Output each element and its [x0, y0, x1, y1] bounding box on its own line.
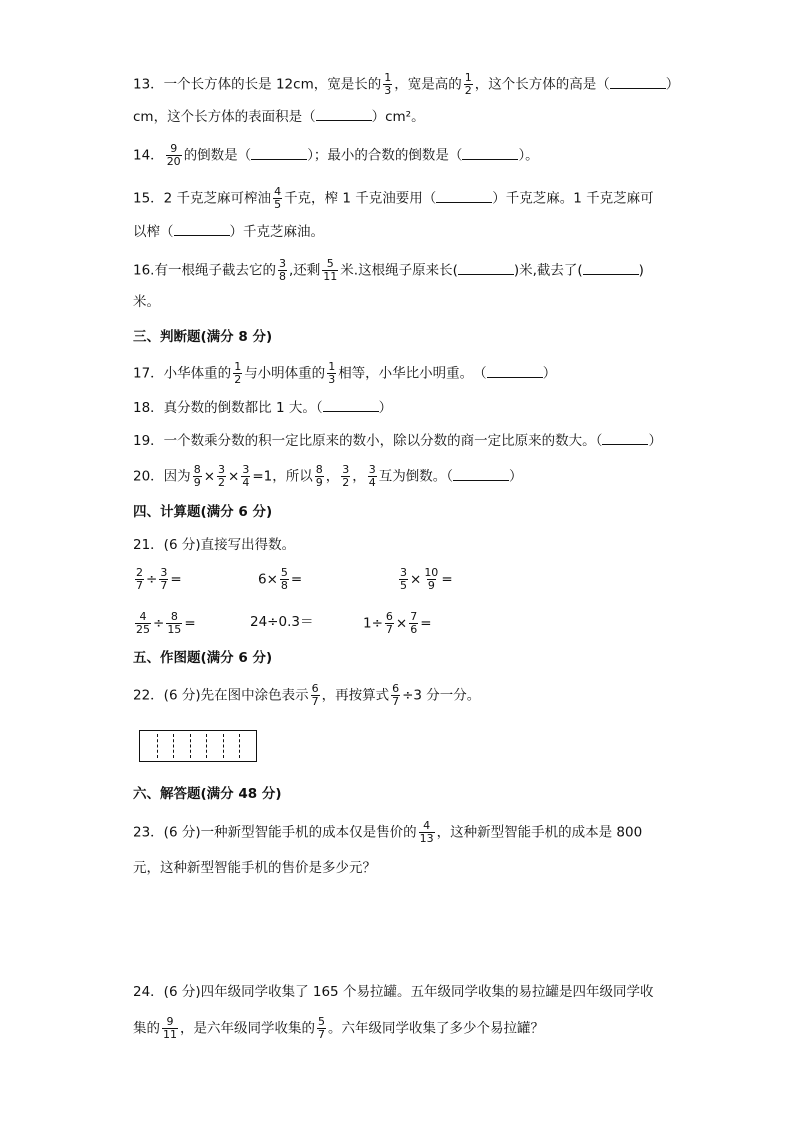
q15-text-c: ）千克芝麻。1 千克芝麻可 — [492, 190, 654, 207]
q17-text-c: 相等，小华比小明重。 （ — [338, 365, 487, 382]
q24-text-c: 。六年级同学收集了多少个易拉罐？ — [328, 1020, 544, 1037]
divider-line — [239, 734, 240, 758]
q23-line2: 元，这种新型智能手机的售价是多少元？ — [133, 860, 376, 876]
q19-text-b: ） — [648, 433, 662, 449]
fraction: $\frac{4}{5}$ — [274, 185, 282, 211]
calc-expr-6: 1÷ $\frac{6}{7}$ × $\frac{7}{6}$ = — [363, 610, 432, 636]
q16-text-d: )米,截去了( — [513, 262, 583, 279]
q16-text-e: ) — [638, 262, 644, 279]
q16-line2: 米。 — [133, 294, 160, 310]
answer-blank[interactable] — [323, 399, 379, 412]
op: × — [395, 615, 408, 632]
q14-text-a: 的倒数是（ — [183, 147, 252, 164]
fraction: $\frac{3}{4}$ — [368, 463, 376, 489]
q18-text-a: 18．真分数的倒数都比 1 大。（ — [133, 400, 323, 416]
answer-blank[interactable] — [453, 468, 509, 481]
answer-blank[interactable] — [316, 108, 372, 121]
q19-text-a: 19．一个数乘分数的积一定比原来的数小，除以分数的商一定比原来的数大。（ — [133, 433, 603, 449]
fraction: $\frac{3}{8}$ — [278, 257, 286, 283]
q15-text-a: 15．2 千克芝麻可榨油 — [133, 190, 272, 207]
equals: = — [420, 615, 432, 632]
shading-rectangle[interactable] — [139, 730, 257, 762]
q13-text-c: ，这个长方体的高是（ — [474, 76, 610, 93]
q13-line1 — [133, 72, 679, 97]
fraction: $\frac{6}{7}$ — [392, 682, 400, 708]
q20-text-d: 互为倒数。（ — [378, 468, 453, 485]
q17-text-b: 与小明体重的 — [244, 365, 326, 382]
fraction: $\frac{1}{2}$ — [464, 71, 472, 97]
fraction: $\frac{9}{20}$ — [166, 142, 181, 168]
q14-text-c: ）。 — [518, 147, 539, 164]
fraction: $\frac{1}{3}$ — [328, 360, 336, 386]
q21-title: 21．(6 分)直接写出得数。 — [133, 537, 296, 553]
q18-line — [133, 398, 392, 418]
q17-text-d: ） — [542, 365, 557, 382]
q13-text: 13．一个长方体的长是 12cm，宽是长的 — [133, 76, 382, 93]
fraction: $\frac{1}{3}$ — [384, 71, 392, 97]
fraction: $\frac{3}{2}$ — [218, 463, 225, 489]
fraction: $\frac{4}{13}$ — [419, 819, 434, 845]
section-3-title: 三、判断题(满分 8 分) — [133, 329, 273, 345]
divider-line — [206, 734, 207, 758]
answer-blank[interactable] — [458, 262, 514, 275]
calc-expr-5: 24÷0.3＝ — [250, 614, 314, 630]
q23-line1 — [133, 820, 642, 845]
times-sign: × — [228, 468, 240, 485]
answer-blank[interactable] — [583, 262, 639, 275]
q13-text-d: ） — [665, 76, 680, 93]
q15-line2 — [133, 222, 324, 242]
answer-blank[interactable] — [251, 147, 307, 160]
divider-line — [157, 734, 158, 758]
fraction: $\frac{9}{11}$ — [163, 1015, 177, 1041]
fraction: $\frac{5}{11}$ — [323, 257, 338, 283]
q13-line2a: cm，这个长方体的表面积是（ — [133, 109, 316, 125]
calc-expr-2: 6× $\frac{5}{8}$ = — [258, 566, 303, 592]
section-6-title: 六、解答题(满分 48 分) — [133, 786, 282, 802]
divider-line — [190, 734, 191, 758]
q13-line2b: ）cm²。 — [371, 109, 425, 125]
q15-line1 — [133, 186, 654, 211]
q23-text-a: 23．(6 分)一种新型智能手机的成本仅是售价的 — [133, 824, 417, 841]
q24-line2 — [133, 1016, 544, 1041]
comma: ， — [325, 468, 340, 485]
q20-text-e: ） — [508, 468, 523, 485]
expr-prefix: 6× — [258, 571, 278, 588]
q15-text-b: 千克，榨 1 千克油要用（ — [284, 190, 437, 207]
fraction: $\frac{5}{7}$ — [318, 1015, 325, 1041]
times-sign: × — [203, 468, 215, 485]
q22-text-a: 22．(6 分)先在图中涂色表示 — [133, 687, 309, 704]
equals: = — [441, 571, 453, 588]
fraction: $\frac{6}{7}$ — [311, 682, 319, 708]
answer-blank[interactable] — [462, 147, 518, 160]
q23-text-b: ，这种新型智能手机的成本是 800 — [436, 824, 643, 841]
divider-line — [223, 734, 224, 758]
answer-blank[interactable] — [610, 76, 666, 89]
op: ÷ — [153, 615, 165, 632]
q15-line2a: 以榨（ — [133, 224, 174, 240]
fraction: $\frac{3}{4}$ — [242, 463, 250, 489]
section-5-title: 五、作图题(满分 6 分) — [133, 650, 273, 666]
q24-text-a: 集的 — [133, 1020, 160, 1037]
calc-expr-3: $\frac{3}{5}$ × $\frac{10}{9}$ = — [400, 566, 453, 592]
divider-line — [173, 734, 174, 758]
answer-blank[interactable] — [436, 190, 492, 203]
q13-line2 — [133, 107, 425, 127]
section-4-title: 四、计算题(满分 6 分) — [133, 504, 273, 520]
q16-text-b: ,还剩 — [288, 262, 321, 279]
fraction: $\frac{1}{2}$ — [234, 360, 242, 386]
fraction: $\frac{8}{9}$ — [193, 463, 201, 489]
q14-num: 14． — [133, 147, 164, 164]
q20-text-a: 20．因为 — [133, 468, 191, 485]
answer-blank[interactable] — [602, 432, 648, 445]
q16-line1 — [133, 258, 644, 283]
q24-text-b: ，是六年级同学收集的 — [180, 1020, 315, 1037]
q14-line — [133, 143, 539, 168]
q22-text-b: ，再按算式 — [321, 687, 390, 704]
equals: = — [290, 571, 303, 588]
comma: ， — [352, 468, 366, 485]
q17-text-a: 17．小华体重的 — [133, 365, 232, 382]
q15-line2b: ）千克芝麻油。 — [229, 224, 324, 240]
q13-text-b: ，宽是高的 — [394, 76, 462, 93]
q14-text-b: ）；最小的合数的倒数是（ — [307, 147, 463, 164]
q20-line — [133, 464, 522, 489]
q16-text-c: 米.这根绳子原来长( — [340, 262, 458, 279]
q22-line — [133, 683, 480, 708]
fraction: $\frac{3}{2}$ — [342, 463, 350, 489]
q22-text-c: ÷3 分一分。 — [402, 687, 481, 704]
answer-blank[interactable] — [174, 223, 230, 236]
op: ÷ — [146, 571, 158, 588]
q19-line — [133, 431, 662, 451]
q20-text-b: =1，所以 — [252, 468, 313, 485]
fraction: $\frac{8}{9}$ — [315, 463, 323, 489]
op: × — [410, 571, 422, 588]
expr-prefix: 1÷ — [363, 615, 383, 632]
q17-line — [133, 361, 556, 386]
q16-text-a: 16.有一根绳子截去它的 — [133, 262, 276, 279]
equals: = — [170, 571, 182, 588]
calc-expr-1: $\frac{2}{7}$ ÷ $\frac{3}{7}$ = — [136, 566, 182, 592]
equals: = — [184, 615, 196, 632]
q24-line1: 24．(6 分)四年级同学收集了 165 个易拉罐。五年级同学收集的易拉罐是四年级同学收 — [133, 984, 654, 1000]
answer-blank[interactable] — [487, 365, 543, 378]
calc-expr-4: $\frac{4}{25}$ ÷ $\frac{8}{15}$ = — [136, 610, 196, 636]
q18-text-b: ） — [378, 400, 393, 416]
